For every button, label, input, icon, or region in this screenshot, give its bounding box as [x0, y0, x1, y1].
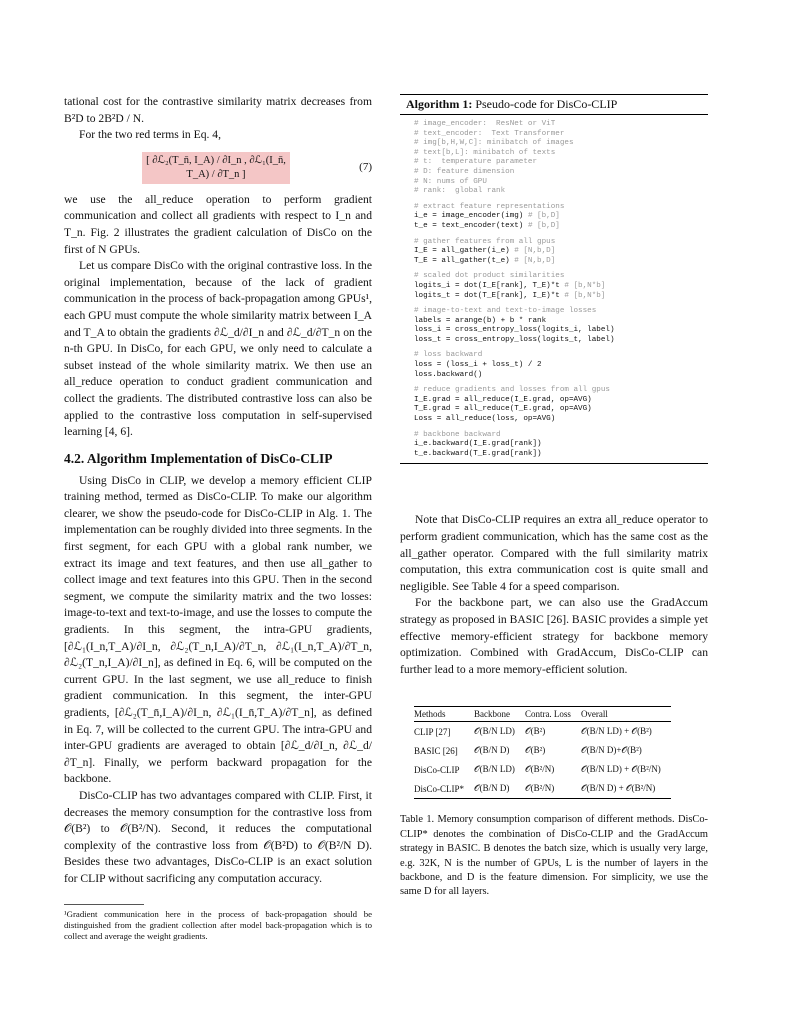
table-row: [414, 722, 671, 742]
code-line: t_e = text_encoder(text) # [b,D]: [414, 221, 560, 230]
code-line: T_E.grad = all_reduce(T_E.grad, op=AVG): [414, 405, 592, 414]
table-cell: 𝒪(B/N D) + 𝒪(B²/N): [581, 779, 671, 799]
table-cell: 𝒪(B²/N): [524, 764, 555, 775]
code-line: # text[b,L]: minibatch of texts: [414, 148, 556, 157]
code-line: # t: temperature parameter: [414, 158, 538, 167]
code-line: loss_i = cross_entropy_loss(logits_i, label): [414, 326, 615, 335]
code-line: # loss backward: [414, 351, 483, 360]
table-cell: 𝒪(B²): [524, 745, 546, 756]
equation-7: [64, 150, 372, 188]
code-line: # img[b,H,W,C]: minibatch of images: [414, 139, 574, 148]
code-line: i_e.backward(I_E.grad[rank]): [414, 440, 542, 449]
code-line: i_e = image_encoder(img) # [b,D]: [414, 212, 560, 221]
paragraph: Let us compare DisCo with the original contrastive loss. In the original implementation, because of the lack of gradient communication in the process of back-propagation among GPUs¹, each GPU must compute the whole similarity matrix between I_A and T_A to obtain the gradients ∂ℒ_d/∂I_n and ∂ℒ_d/∂T_n on the n-th GPU. In DisCo, for each GPU, we only need to calculate a subset instead of the whole similarity matrix. We then use an all_reduce operation to conduct gradient communication and collect the gradients. The distributed contrastive loss can also be applied to the contrastive loss computation in self-supervised learning [4, 6].: [64, 259, 372, 439]
table-header-cell: Backbone: [474, 707, 525, 722]
code-line: # reduce gradients and losses from all gpus: [414, 386, 610, 395]
table-header-cell: Contra. Loss: [525, 707, 581, 722]
table-row: [414, 760, 671, 779]
section-heading: 4.2. Algorithm Implementation of DisCo-CLIP: [64, 450, 333, 466]
left-column: [64, 94, 372, 942]
table-header-cell: Overall: [581, 707, 671, 722]
code-line: loss.backward(): [414, 370, 483, 379]
table-cell: 𝒪(B/N LD): [474, 764, 515, 775]
table-cell: BASIC [26]: [414, 745, 458, 756]
code-line: # extract feature representations: [414, 202, 565, 211]
footnote-rule: [64, 904, 144, 905]
code-line: loss = (loss_i + loss_t) / 2: [414, 361, 542, 370]
table-header-row: [414, 707, 671, 722]
paragraph: Note that DisCo-CLIP requires an extra all_reduce operator to perform gradient communication, which has the same cost as the all_gather operator. Compared with the full similarity matrix computation, this extra communication cost is quite small and negligible. See Table 4 for a speed comparison.: [400, 513, 708, 593]
table-caption: Table 1. Memory consumption comparison of different methods. DisCo-CLIP* denotes the combination of DisCo-CLIP and the GradAccum strategy in BASIC. B denotes the batch size, which is usually very large, e.g. 32K, N is the number of GPUs, L is the number of layers in the backbone, and D is the feature dimension. For simplicity, we use the same D for all layers.: [400, 814, 708, 898]
paragraph: DisCo-CLIP has two advantages compared with CLIP. First, it decreases the memory consumption for the contrastive loss from 𝒪(B²) to 𝒪(B²/N). Second, it reduces the computational complexity of the contrastive loss from 𝒪(B²D) to 𝒪(B²/N D). Besides these two advantages, DisCo-CLIP is an exact solution for CLIP without sacrificing any computation accuracy.: [64, 788, 372, 885]
table-cell: 𝒪(B/N LD) + 𝒪(B²): [580, 726, 652, 737]
table-cell: 𝒪(B/N D): [474, 745, 510, 756]
code-line: logits_t = dot(T_E[rank], I_E)*t # [b,N*b]: [414, 291, 606, 300]
table-cell: 𝒪(B/N LD): [474, 726, 515, 737]
algorithm-caption: Pseudo-code for DisCo-CLIP: [475, 97, 618, 111]
table-cell: 𝒪(B²): [524, 726, 546, 737]
pseudo-code: [400, 115, 708, 459]
right-column: [400, 94, 708, 900]
table-cell: CLIP [27]: [414, 726, 451, 737]
code-line: # text_encoder: Text Transformer: [414, 129, 565, 138]
code-line: t_e.backward(T_E.grad[rank]): [414, 449, 542, 458]
paragraph: tational cost for the contrastive similarity matrix decreases from B²D to 2B²D / N.: [64, 95, 372, 125]
code-line: # image_encoder: ResNet or ViT: [414, 120, 556, 128]
algorithm-label: Algorithm 1:: [406, 97, 473, 111]
code-line: I_E.grad = all_reduce(I_E.grad, op=AVG): [414, 395, 592, 404]
code-line: # D: feature dimension: [414, 167, 515, 176]
table-row: [414, 741, 671, 760]
paragraph: Using DisCo in CLIP, we develop a memory efficient CLIP training method, termed as DisCo-CLIP. To make our algorithm clearer, we show the pseudo-code for DisCo-CLIP in Alg. 1. The implementation can be roughly divided into three segments. In the first segment, for each GPU with a global rank number, we extract its image and text features, and then use all_gather to collect image and text features into this GPU. Then in the second segment, we compute the similarity matrix and the two losses: image-to-text and text-to-image, and use the losses to compute the gradients. In this segment, the intra-GPU gradients, [∂ℒ₁(I_n,T_A)/∂I_n, ∂ℒ₂(T_n,I_A)/∂T_n, ∂ℒ₁(I_n,T_A)/∂T_n, ∂ℒ₂(T_n,I_A)/∂I_n], as defined in Eq. 6, will be computed on the current GPU. In the last segment, we use all_reduce to finish gradient communication. In this segment, the inter-GPU gradients, [∂ℒ₂(T_n̄,I_A)/∂I_n, ∂ℒ₁(I_n̄,T_A)/∂T_n], as defined in Eq. 7, will be collected to the current GPU. The intra-GPU and inter-GPU gradients are averaged to obtain [∂ℒ_d/∂I_n, ∂ℒ_d/∂T_n]. Finally, we perform backward propagation for the backbone.: [64, 473, 372, 786]
paragraph: For the two red terms in Eq. 4,: [79, 128, 222, 142]
table-cell: 𝒪(B/N D): [474, 779, 525, 799]
code-line: logits_i = dot(I_E[rank], T_E)*t # [b,N*b]: [414, 281, 606, 290]
footnote: ¹Gradient communication here in the process of back-propagation should be distinguished from the gradient collection after model back-propagation which is to collect and average the weight gradients.: [64, 908, 372, 941]
code-line: T_E = all_gather(t_e) # [N,b,D]: [414, 256, 556, 265]
table-cell: 𝒪(B/N D)+𝒪(B²): [580, 745, 642, 756]
table-cell: DisCo-CLIP*: [414, 779, 474, 799]
code-line: labels = arange(b) + b * rank: [414, 316, 547, 325]
equation-7-body: [ ∂ℒ₂(T_n̄, I_A) / ∂I_n , ∂ℒ₁(I_n̄, T_A) / ∂T_n ]: [146, 154, 286, 180]
table-cell: 𝒪(B/N LD) + 𝒪(B²/N): [580, 764, 661, 775]
code-line: Loss = all_reduce(loss, op=AVG): [414, 415, 556, 424]
algorithm-title: [400, 95, 708, 115]
table-cell: 𝒪(B²/N): [525, 779, 581, 799]
code-line: # backbone backward: [414, 430, 501, 439]
code-line: # N: nums of GPU: [414, 177, 487, 186]
table-row: [414, 779, 671, 799]
code-line: # gather features from all gpus: [414, 237, 556, 246]
code-line: I_E = all_gather(i_e) # [N,b,D]: [414, 247, 556, 256]
paragraph: we use the all_reduce operation to perform gradient communication and collect all gradients with respect to I_n and T_n. Fig. 2 illustrates the gradient calculation of DisCo on the first of N GPUs.: [64, 192, 372, 256]
code-line: loss_t = cross_entropy_loss(logits_t, label): [414, 335, 615, 344]
algorithm-box: [400, 94, 708, 464]
code-line: # rank: global rank: [414, 187, 506, 196]
equation-number: (7): [359, 160, 372, 173]
code-line: # image-to-text and text-to-image losses: [414, 307, 597, 316]
table-cell: DisCo-CLIP: [414, 764, 460, 775]
table-header-cell: Methods: [414, 707, 474, 722]
code-line: # scaled dot product similarities: [414, 272, 565, 281]
memory-table: [414, 706, 671, 799]
paragraph: For the backbone part, we can also use the GradAccum strategy as proposed in BASIC [26]. BASIC provides a simple yet effective memory-efficient strategy for backbone memory optimization. Combined with GradAccum, DisCo-CLIP can further lead to a more memory-efficient solution.: [400, 596, 708, 676]
